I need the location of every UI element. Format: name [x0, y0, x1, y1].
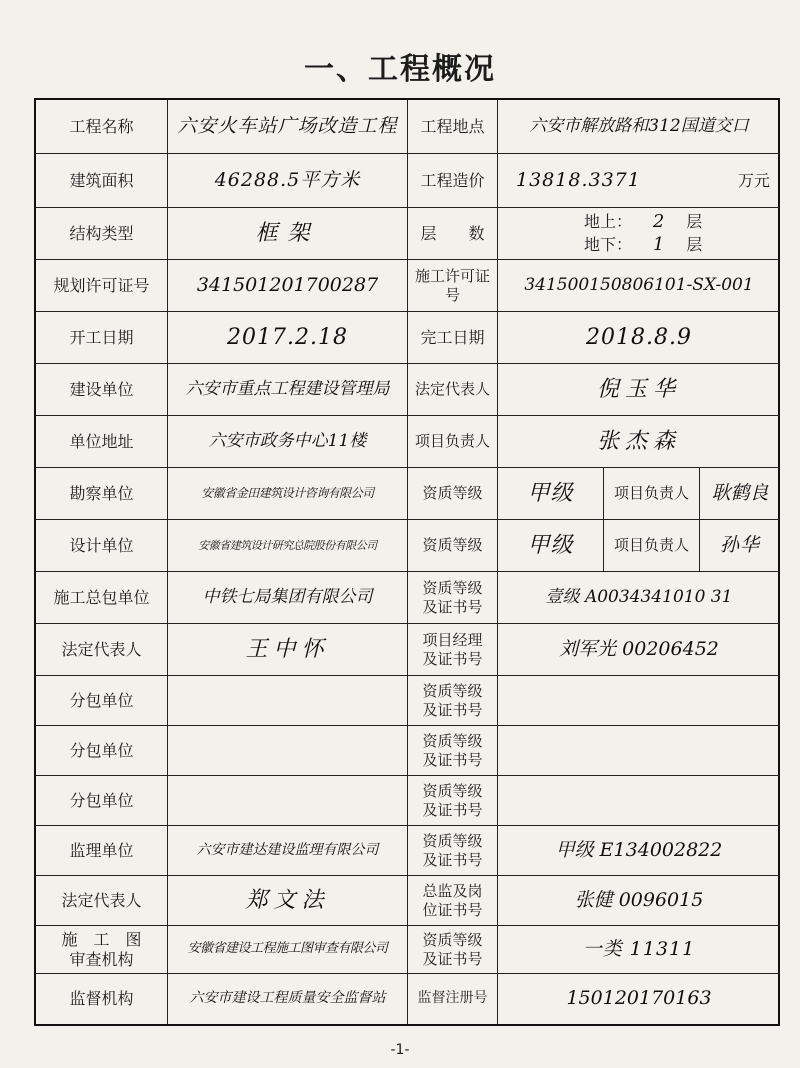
drawing-review-qual-label: [408, 926, 498, 974]
building-area-label: 建筑面积: [36, 154, 168, 208]
project-cost-unit: 万元: [737, 170, 770, 190]
supervision-qual-label-line2: 及证书号: [422, 850, 483, 869]
completion-date-value: 2018.8.9: [498, 312, 780, 364]
supervision-unit-value: 六安市建达建设监理有限公司: [168, 826, 408, 876]
project-name-value: 六安火车站广场改造工程: [168, 100, 408, 154]
project-location-label: 工程地点: [408, 100, 498, 154]
drawing-review-qual-value: 一类 11311: [498, 926, 780, 974]
general-contractor-qual-label: [408, 572, 498, 624]
subcontractor-1-value: [168, 676, 408, 726]
drawing-review-label-line2: 审查机构: [69, 949, 134, 969]
structure-type-value: 框架: [168, 208, 408, 260]
page-title: 一、工程概况: [304, 52, 496, 87]
design-unit-label: 设计单位: [36, 520, 168, 572]
subcontractor-3-value: [168, 776, 408, 826]
floors-below-unit: 层: [686, 234, 703, 254]
floors-label: 层 数: [408, 208, 498, 260]
subcontractor-2-value: [168, 726, 408, 776]
subcontractor-1-qual-value: [498, 676, 780, 726]
design-qualification-label: 资质等级: [408, 520, 498, 572]
project-manager-label: [408, 624, 498, 676]
project-lead-value: 张杰森: [498, 416, 780, 468]
survey-project-lead-value: 耿鹤良: [700, 468, 780, 520]
supervision-qual-label-line1: 资质等级: [422, 831, 483, 850]
structure-type-label: 结构类型: [36, 208, 168, 260]
floors-below-line: [584, 234, 702, 257]
construction-permit-label: 施工许可证号: [408, 260, 498, 312]
general-contractor-qual-value: 壹级 A0034341010 31: [498, 572, 780, 624]
drawing-review-qual-label-line2: 及证书号: [422, 949, 483, 968]
floors-above-label: 地上：: [584, 212, 633, 231]
supervision-legal-rep-label: 法定代表人: [36, 876, 168, 926]
subcontractor-3-qual-label-line2: 及证书号: [422, 800, 483, 819]
floors-above-value: 2: [652, 211, 666, 232]
subcontractor-3-label: 分包单位: [36, 776, 168, 826]
design-unit-value: 安徽省建筑设计研究总院股份有限公司: [168, 520, 408, 572]
developer-legal-rep-value: 倪玉华: [498, 364, 780, 416]
design-qualification-value: 甲级: [498, 520, 604, 572]
supervision-unit-label: 监理单位: [36, 826, 168, 876]
drawing-review-label-line1: 施 工 图: [61, 929, 142, 949]
survey-qualification-label: 资质等级: [408, 468, 498, 520]
construction-permit-value: 341500150806101-SX-001: [498, 260, 780, 312]
developer-value: 六安市重点工程建设管理局: [168, 364, 408, 416]
supervision-qual-label: [408, 826, 498, 876]
developer-label: 建设单位: [36, 364, 168, 416]
subcontractor-1-qual-label: [408, 676, 498, 726]
supervision-qual-value: 甲级 E134002822: [498, 826, 780, 876]
general-contractor-qual-label-line1: 资质等级: [422, 578, 483, 597]
subcontractor-2-qual-label-line1: 资质等级: [422, 731, 483, 750]
subcontractor-1-label: 分包单位: [36, 676, 168, 726]
chief-supervisor-label-line2: 位证书号: [422, 900, 483, 919]
subcontractor-1-qual-label-line2: 及证书号: [422, 700, 483, 719]
general-contractor-qual-label-line2: 及证书号: [422, 597, 483, 616]
project-cost-cell: [498, 154, 780, 208]
general-contractor-label: 施工总包单位: [36, 572, 168, 624]
subcontractor-2-qual-label-line2: 及证书号: [422, 750, 483, 769]
subcontractor-2-qual-value: [498, 726, 780, 776]
subcontractor-3-qual-label-line1: 资质等级: [422, 781, 483, 800]
contractor-legal-rep-value: 王中怀: [168, 624, 408, 676]
completion-date-label: 完工日期: [408, 312, 498, 364]
unit-address-label: 单位地址: [36, 416, 168, 468]
general-contractor-value: 中铁七局集团有限公司: [168, 572, 408, 624]
project-manager-label-line2: 及证书号: [422, 649, 483, 668]
start-date-label: 开工日期: [36, 312, 168, 364]
contractor-legal-rep-label: 法定代表人: [36, 624, 168, 676]
survey-unit-label: 勘察单位: [36, 468, 168, 520]
drawing-review-qual-label-line1: 资质等级: [422, 930, 483, 949]
subcontractor-3-qual-label: [408, 776, 498, 826]
supervision-registration-label: 监督注册号: [408, 974, 498, 1024]
subcontractor-2-label: 分包单位: [36, 726, 168, 776]
unit-address-value: 六安市政务中心11楼: [168, 416, 408, 468]
subcontractor-1-qual-label-line1: 资质等级: [422, 681, 483, 700]
developer-legal-rep-label: 法定代表人: [408, 364, 498, 416]
project-manager-value: 刘军光 00206452: [498, 624, 780, 676]
project-lead-label: 项目负责人: [408, 416, 498, 468]
survey-project-lead-label: 项目负责人: [604, 468, 700, 520]
project-manager-label-line1: 项目经理: [422, 630, 483, 649]
project-cost-label: 工程造价: [408, 154, 498, 208]
project-location-value: 六安市解放路和312国道交口: [498, 100, 780, 154]
project-cost-value: 13818.3371: [516, 168, 641, 191]
survey-unit-value: 安徽省金田建筑设计咨询有限公司: [168, 468, 408, 520]
design-project-lead-label: 项目负责人: [604, 520, 700, 572]
floors-above-unit: 层: [686, 212, 703, 231]
subcontractor-3-qual-value: [498, 776, 780, 826]
supervision-agency-value: 六安市建设工程质量安全监督站: [168, 974, 408, 1024]
project-overview-form: [34, 98, 780, 1026]
planning-permit-label: 规划许可证号: [36, 260, 168, 312]
supervision-legal-rep-value: 郑文法: [168, 876, 408, 926]
design-project-lead-value: 孙华: [700, 520, 780, 572]
floors-below-value: 1: [652, 233, 666, 255]
start-date-value: 2017.2.18: [168, 312, 408, 364]
project-name-label: 工程名称: [36, 100, 168, 154]
planning-permit-value: 341501201700287: [168, 260, 408, 312]
page-number: -1-: [390, 1042, 410, 1058]
chief-supervisor-value: 张健 0096015: [498, 876, 780, 926]
supervision-registration-value: 150120170163: [566, 987, 712, 1010]
chief-supervisor-label: [408, 876, 498, 926]
subcontractor-2-qual-label: [408, 726, 498, 776]
drawing-review-value: 安徽省建设工程施工图审查有限公司: [168, 926, 408, 974]
floors-above-line: [584, 211, 702, 234]
drawing-review-label: [36, 926, 168, 974]
floors-below-label: 地下：: [584, 234, 633, 254]
building-area-value: 46288.5平方米: [168, 154, 408, 208]
chief-supervisor-label-line1: 总监及岗: [422, 881, 483, 900]
floors-cell: [498, 208, 780, 260]
supervision-agency-label: 监督机构: [36, 974, 168, 1024]
survey-qualification-value: 甲级: [498, 468, 604, 520]
